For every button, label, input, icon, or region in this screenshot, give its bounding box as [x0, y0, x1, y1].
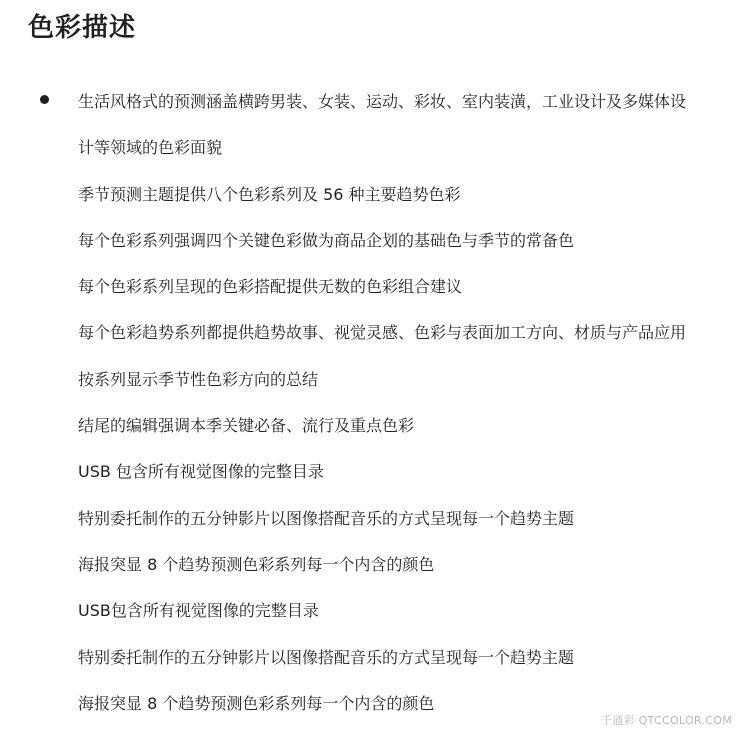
- list-item: 特别委托制作的五分钟影片以图像搭配音乐的方式呈现每一个趋势主题: [78, 509, 575, 528]
- bullet-icon: [40, 95, 49, 104]
- list-item: 计等领域的色彩面貌: [78, 138, 223, 157]
- list-item: 结尾的编辑强调本季关键必备、流行及重点色彩: [78, 416, 415, 435]
- list-item: 每个色彩系列强调四个关键色彩做为商品企划的基础色与季节的常备色: [78, 231, 575, 250]
- list-item: 按系列显示季节性色彩方向的总结: [78, 370, 319, 389]
- list-item: 生活风格式的预测涵盖横跨男装、女装、运动、彩妆、室内装潢，工业设计及多媒体设: [78, 92, 687, 111]
- list-item: 特别委托制作的五分钟影片以图像搭配音乐的方式呈现每一个趋势主题: [78, 648, 575, 667]
- section-heading: 色彩描述: [28, 13, 137, 43]
- list-item: 每个色彩系列呈现的色彩搭配提供无数的色彩组合建议: [78, 277, 463, 296]
- list-item: USB 包含所有视觉图像的完整目录: [78, 462, 324, 481]
- list-item: 季节预测主题提供八个色彩系列及 56 种主要趋势色彩: [78, 185, 461, 204]
- list-item: USB包含所有视觉图像的完整目录: [78, 601, 319, 620]
- watermark: 千通彩 QTCCOLOR.COM: [600, 714, 732, 727]
- list-item: 海报突显 8 个趋势预测色彩系列每一个内含的颜色: [78, 555, 435, 574]
- list-item: 每个色彩趋势系列都提供趋势故事、视觉灵感、色彩与表面加工方向、材质与产品应用: [78, 323, 687, 342]
- list-item: 海报突显 8 个趋势预测色彩系列每一个内含的颜色: [78, 694, 435, 713]
